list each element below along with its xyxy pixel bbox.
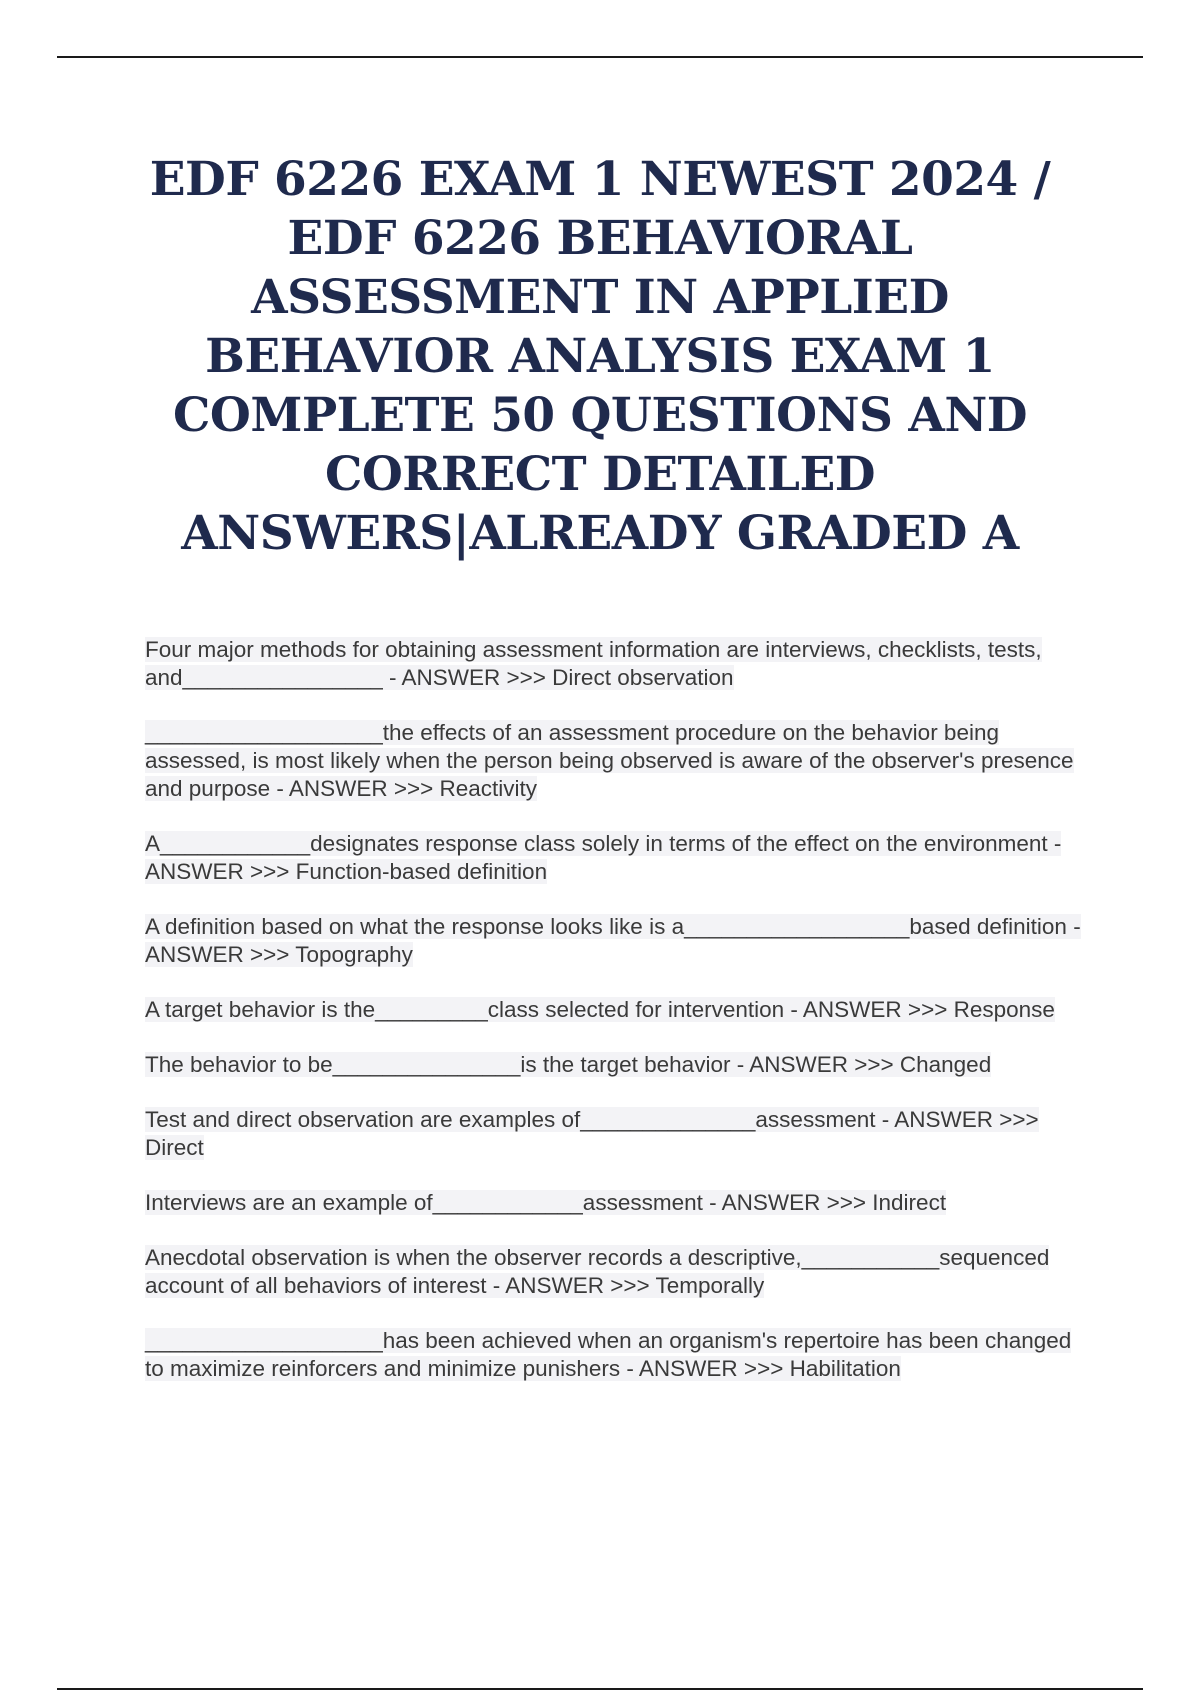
qa-item — [145, 636, 1090, 692]
qa-text: Anecdotal observation is when the observer records a descriptive,___________sequenced account of all behaviors of interest - ANSWER >>> Temporally — [145, 1245, 1050, 1298]
qa-text: The behavior to be_______________is the target behavior - ANSWER >>> Changed — [145, 1052, 992, 1077]
qa-item — [145, 830, 1090, 886]
qa-item — [145, 913, 1090, 969]
qa-text: A definition based on what the response looks like is a__________________based definition - ANSWER >>> Topography — [145, 914, 1081, 967]
bottom-divider — [57, 1688, 1143, 1690]
question-answer-list — [145, 636, 1090, 1410]
qa-item — [145, 1244, 1090, 1300]
qa-text: ___________________the effects of an assessment procedure on the behavior being assessed, is most likely when the person being observed is aware of the observer's presence and purpose - ANSWER >>> Reactivity — [145, 720, 1074, 801]
qa-text: ___________________has been achieved when an organism's repertoire has been changed to maximize reinforcers and minimize punishers - ANSWER >>> Habilitation — [145, 1328, 1072, 1381]
qa-item — [145, 719, 1090, 803]
qa-text: Four major methods for obtaining assessment information are interviews, checklists, tests, and________________ - ANSWER >>> Direct observation — [145, 637, 1042, 690]
qa-item — [145, 1106, 1090, 1162]
qa-item — [145, 1327, 1090, 1383]
top-divider — [57, 56, 1143, 58]
qa-text: Interviews are an example of____________assessment - ANSWER >>> Indirect — [145, 1190, 947, 1215]
qa-text: Test and direct observation are examples of______________assessment - ANSWER >>> Direct — [145, 1107, 1039, 1160]
document-title: EDF 6226 EXAM 1 NEWEST 2024 / EDF 6226 BEHAVIORAL ASSESSMENT IN APPLIED BEHAVIOR ANALYSIS EXAM 1 COMPLETE 50 QUESTIONS AND CORRECT DETAILED ANSWERS|ALREADY GRADED A — [149, 152, 1051, 561]
qa-text: A____________designates response class solely in terms of the effect on the environment - ANSWER >>> Function-based definition — [145, 831, 1062, 884]
qa-item — [145, 996, 1090, 1024]
qa-item — [145, 1051, 1090, 1079]
qa-item — [145, 1189, 1090, 1217]
qa-text: A target behavior is the_________class selected for intervention - ANSWER >>> Response — [145, 997, 1055, 1022]
